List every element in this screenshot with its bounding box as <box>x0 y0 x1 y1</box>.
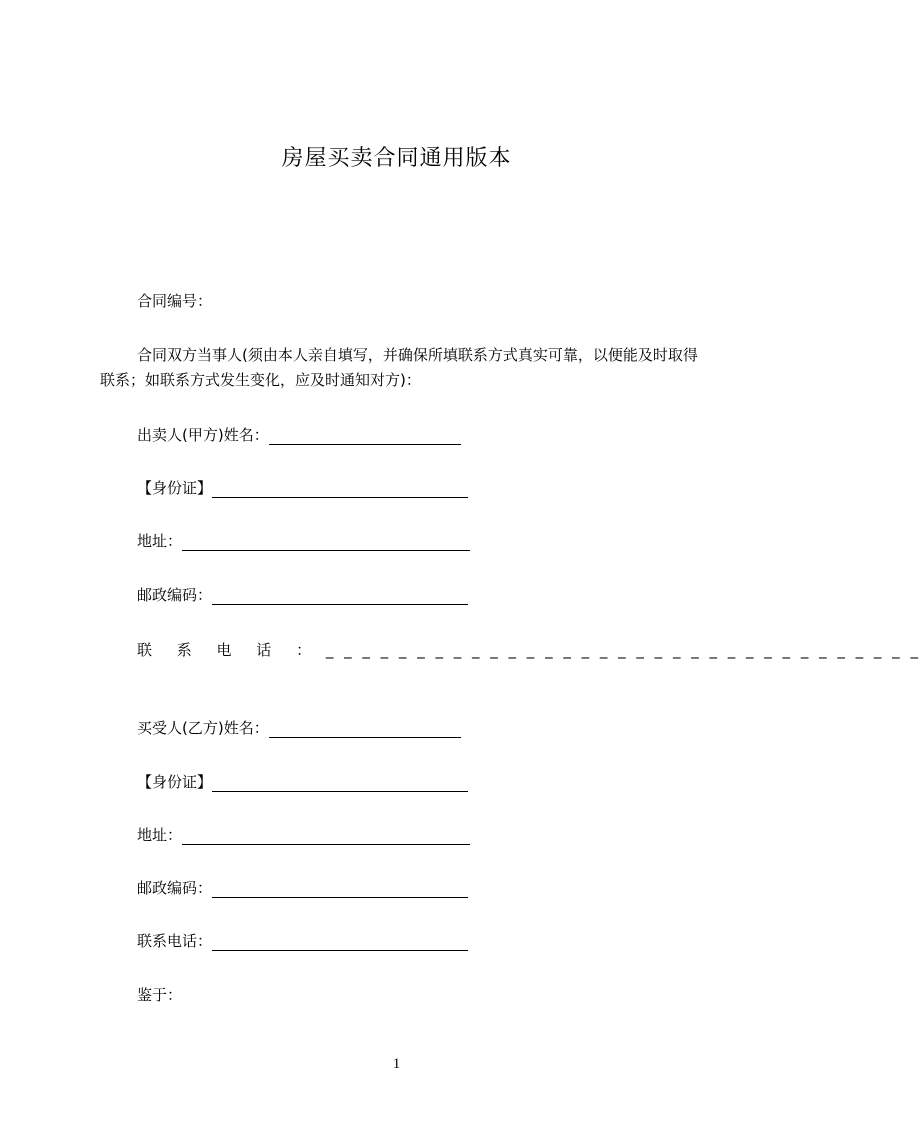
contract-number-label: 合同编号： <box>137 292 213 310</box>
buyer-phone-field[interactable] <box>212 933 468 951</box>
buyer-address-label: 地址： <box>137 826 183 844</box>
buyer-postal-field[interactable] <box>212 880 468 898</box>
buyer-id-label: 【身份证】 <box>137 773 213 791</box>
buyer-name-label: 买受人(乙方)姓名： <box>137 719 269 737</box>
seller-address-field[interactable] <box>182 533 470 551</box>
buyer-name-line <box>137 718 461 738</box>
buyer-postal-line <box>137 878 468 898</box>
seller-id-line <box>137 478 468 498</box>
whereas-line <box>137 985 182 1005</box>
seller-phone-field[interactable]: _ _ _ _ _ _ _ _ _ _ _ _ _ _ _ _ _ _ _ _ _ _ _ _ _ _ _ _ _ _ _ _ _ <box>325 641 921 659</box>
seller-postal-field[interactable] <box>212 587 468 605</box>
parties-intro: 合同双方当事人(须由本人亲自填写，并确保所填联系方式真实可靠，以便能及时取得联系；如联系方式发生变化，应及时通知对方)： <box>100 346 698 389</box>
buyer-phone-line <box>137 931 468 951</box>
seller-name-label: 出卖人(甲方)姓名： <box>137 426 269 444</box>
seller-id-field[interactable] <box>212 480 468 498</box>
buyer-name-field[interactable] <box>269 720 461 738</box>
page-number: 1 <box>392 1056 401 1072</box>
seller-id-label: 【身份证】 <box>137 479 213 497</box>
seller-postal-label: 邮政编码： <box>137 586 213 604</box>
seller-postal-line <box>137 585 468 605</box>
seller-phone-label: 联 系 电 话 ： <box>137 641 322 659</box>
seller-name-line <box>137 425 461 445</box>
buyer-id-field[interactable] <box>212 774 468 792</box>
seller-phone-line <box>137 640 921 660</box>
buyer-address-line <box>137 825 470 845</box>
seller-address-line <box>137 531 470 551</box>
seller-name-field[interactable] <box>269 427 461 445</box>
document-title: 房屋买卖合同通用版本 <box>281 146 512 171</box>
buyer-address-field[interactable] <box>182 827 470 845</box>
whereas-label: 鉴于： <box>137 986 183 1004</box>
buyer-postal-label: 邮政编码： <box>137 879 213 897</box>
contract-number-line <box>137 291 212 311</box>
buyer-id-line <box>137 772 468 792</box>
seller-address-label: 地址： <box>137 532 183 550</box>
buyer-phone-label: 联系电话： <box>137 932 213 950</box>
